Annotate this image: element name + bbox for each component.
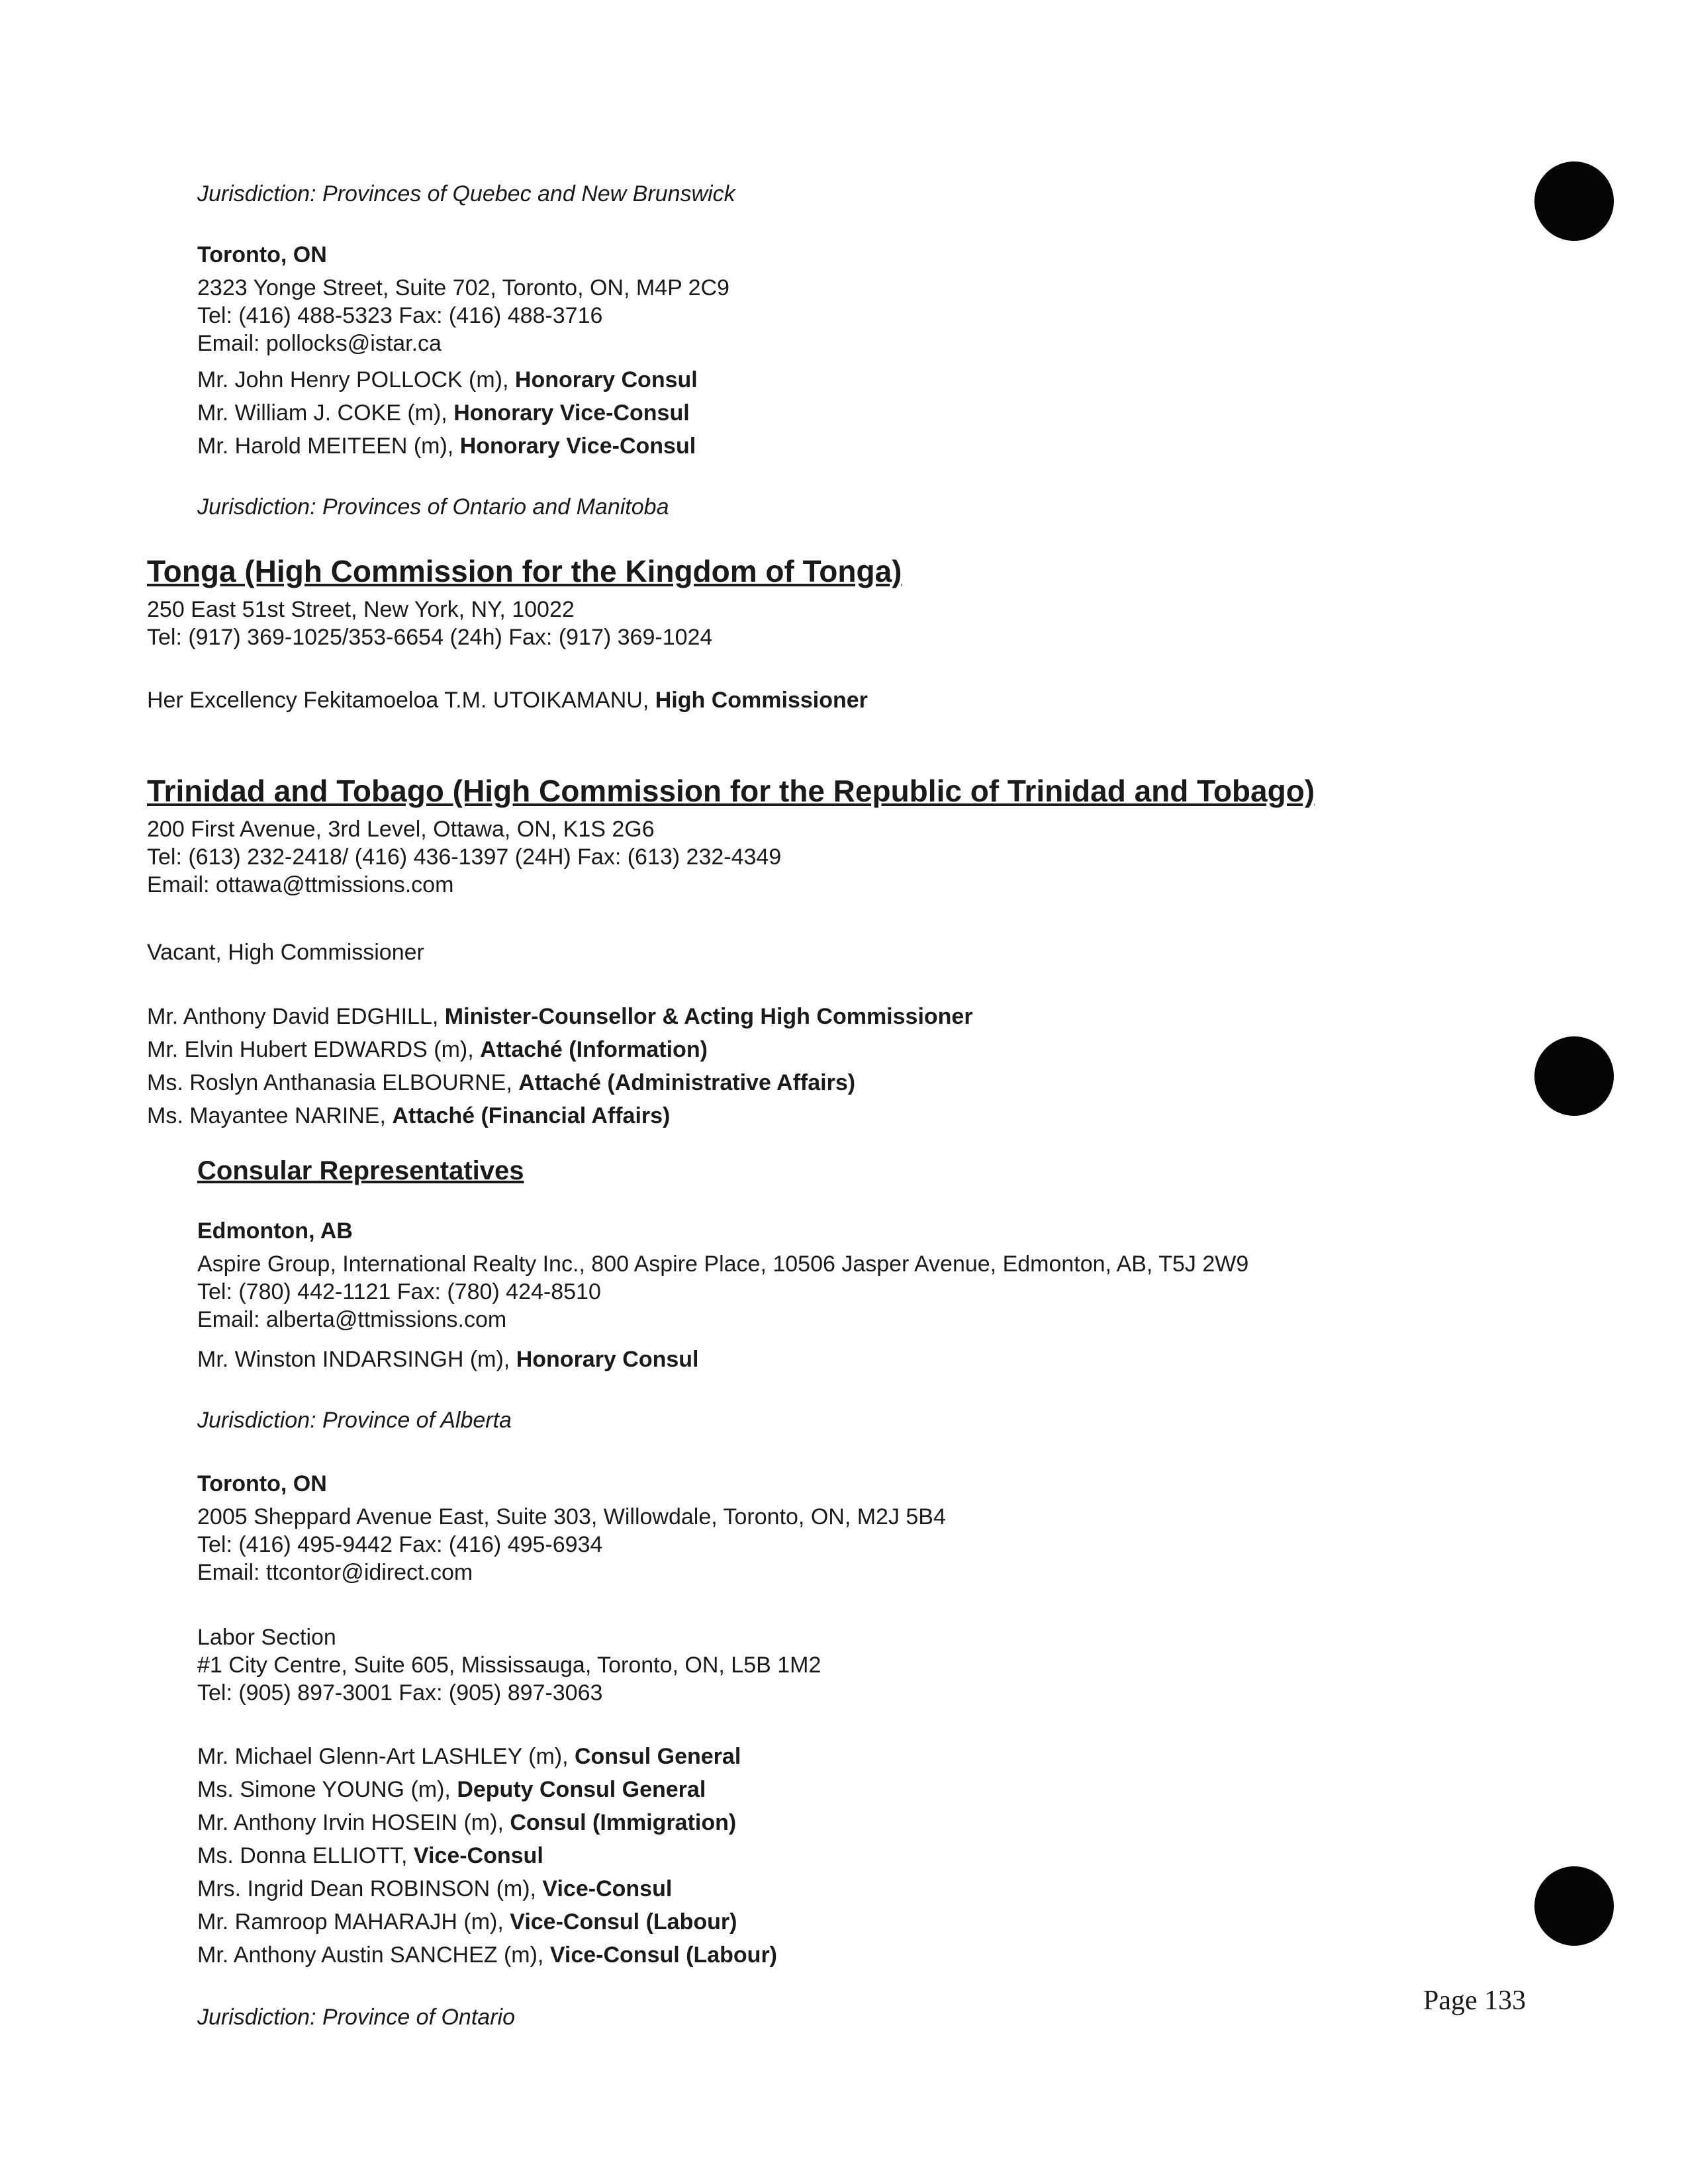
- tel-toronto-2: Tel: (416) 495-9442 Fax: (416) 495-6934: [197, 1532, 603, 1557]
- staff-title: Consul General: [574, 1744, 741, 1769]
- staff-name: Mr. John Henry POLLOCK (m),: [197, 367, 515, 392]
- labor-section-label: Labor Section: [197, 1625, 336, 1650]
- staff-entry: [197, 1908, 737, 1936]
- email-trinidad: Email: ottawa@ttmissions.com: [147, 872, 454, 897]
- punch-hole-bottom: [1534, 1866, 1614, 1946]
- tel-toronto-1: Tel: (416) 488-5323 Fax: (416) 488-3716: [197, 303, 603, 328]
- jurisdiction-ontario-manitoba: Jurisdiction: Provinces of Ontario and Manitoba: [197, 494, 669, 520]
- address-tonga: 250 East 51st Street, New York, NY, 10022: [147, 597, 575, 622]
- page-number: Page 133: [1423, 1985, 1526, 2016]
- staff-name: Mr. Anthony Irvin HOSEIN (m),: [197, 1810, 510, 1835]
- city-toronto-1: Toronto, ON: [197, 242, 327, 267]
- staff-name: Mr. Michael Glenn-Art LASHLEY (m),: [197, 1744, 575, 1769]
- head-of-mission-tonga: [147, 686, 868, 714]
- staff-title: Vice-Consul: [413, 1843, 543, 1868]
- city-toronto-2: Toronto, ON: [197, 1471, 327, 1496]
- staff-name: Mr. Elvin Hubert EDWARDS (m),: [147, 1037, 481, 1062]
- staff-entry: [147, 1036, 708, 1064]
- email-edmonton: Email: alberta@ttmissions.com: [197, 1307, 507, 1332]
- staff-entry: [147, 1069, 855, 1097]
- jurisdiction-alberta: Jurisdiction: Province of Alberta: [197, 1408, 512, 1433]
- labor-section-address: #1 City Centre, Suite 605, Mississauga, Toronto, ON, L5B 1M2: [197, 1653, 821, 1678]
- email-toronto-1: Email: pollocks@istar.ca: [197, 331, 442, 356]
- staff-entry: [197, 1743, 741, 1770]
- staff-name: Mr. Anthony David EDGHILL,: [147, 1004, 445, 1029]
- tel-edmonton: Tel: (780) 442-1121 Fax: (780) 424-8510: [197, 1279, 601, 1304]
- staff-title: Consul (Immigration): [510, 1810, 737, 1835]
- staff-name: Ms. Mayantee NARINE,: [147, 1103, 393, 1128]
- staff-entry: [147, 1102, 670, 1130]
- staff-name: Ms. Simone YOUNG (m),: [197, 1777, 457, 1802]
- staff-entry: [197, 1941, 777, 1969]
- staff-name: Mr. Anthony Austin SANCHEZ (m),: [197, 1942, 550, 1968]
- staff-entry: [197, 1875, 672, 1903]
- tel-tonga: Tel: (917) 369-1025/353-6654 (24h) Fax: (917) 369-1024: [147, 625, 713, 650]
- staff-title: High Commissioner: [655, 688, 868, 713]
- staff-name: Mr. Ramroop MAHARAJH (m),: [197, 1909, 510, 1934]
- staff-entry: [197, 1345, 699, 1373]
- staff-title: Attaché (Information): [480, 1037, 708, 1062]
- jurisdiction-quebec: Jurisdiction: Provinces of Quebec and New Brunswick: [197, 181, 735, 206]
- staff-entry: [197, 366, 698, 394]
- city-edmonton: Edmonton, AB: [197, 1218, 353, 1244]
- punch-hole-top: [1534, 161, 1614, 241]
- staff-title: Honorary Consul: [516, 1347, 699, 1372]
- staff-name: Mr. Winston INDARSINGH (m),: [197, 1347, 516, 1372]
- staff-title: Vice-Consul: [542, 1876, 673, 1901]
- tel-trinidad: Tel: (613) 232-2418/ (416) 436-1397 (24H) Fax: (613) 232-4349: [147, 844, 782, 870]
- staff-entry: [147, 1003, 973, 1030]
- punch-hole-middle: [1534, 1036, 1614, 1116]
- staff-title: Deputy Consul General: [457, 1777, 706, 1802]
- address-toronto-1: 2323 Yonge Street, Suite 702, Toronto, ON, M4P 2C9: [197, 275, 729, 300]
- email-toronto-2: Email: ttcontor@idirect.com: [197, 1560, 473, 1585]
- staff-title: Minister-Counsellor & Acting High Commissioner: [444, 1004, 973, 1029]
- staff-title: Vice-Consul (Labour): [510, 1909, 737, 1934]
- staff-name: Her Excellency Fekitamoeloa T.M. UTOIKAMANU,: [147, 688, 655, 713]
- heading-tonga: Tonga (High Commission for the Kingdom of Tonga): [147, 554, 902, 588]
- heading-consular-representatives: Consular Representatives: [197, 1156, 524, 1185]
- address-edmonton: Aspire Group, International Realty Inc., 800 Aspire Place, 10506 Jasper Avenue, Edmonton, AB, T5J 2W9: [197, 1251, 1249, 1277]
- staff-title: Honorary Vice-Consul: [459, 433, 696, 459]
- labor-section-tel: Tel: (905) 897-3001 Fax: (905) 897-3063: [197, 1680, 603, 1706]
- address-toronto-2: 2005 Sheppard Avenue East, Suite 303, Willowdale, Toronto, ON, M2J 5B4: [197, 1504, 946, 1529]
- staff-title: Honorary Consul: [514, 367, 698, 392]
- jurisdiction-ontario: Jurisdiction: Province of Ontario: [197, 2005, 515, 2030]
- staff-name: Mr. Harold MEITEEN (m),: [197, 433, 460, 459]
- staff-title: Attaché (Financial Affairs): [392, 1103, 671, 1128]
- staff-entry: [197, 1809, 736, 1837]
- staff-title: Vice-Consul (Labour): [549, 1942, 777, 1968]
- staff-name: Mr. William J. COKE (m),: [197, 400, 454, 426]
- staff-entry: [197, 1776, 706, 1803]
- staff-entry: [197, 1842, 543, 1870]
- staff-name: Ms. Roslyn Anthanasia ELBOURNE,: [147, 1070, 519, 1095]
- address-trinidad: 200 First Avenue, 3rd Level, Ottawa, ON, K1S 2G6: [147, 817, 655, 842]
- staff-entry: [197, 432, 696, 460]
- staff-name: Mrs. Ingrid Dean ROBINSON (m),: [197, 1876, 543, 1901]
- staff-title: Honorary Vice-Consul: [453, 400, 690, 426]
- staff-title: Attaché (Administrative Affairs): [518, 1070, 856, 1095]
- heading-trinidad: Trinidad and Tobago (High Commission for the Republic of Trinidad and Tobago): [147, 774, 1315, 808]
- staff-name: Ms. Donna ELLIOTT,: [197, 1843, 414, 1868]
- vacant-high-commissioner: Vacant, High Commissioner: [147, 940, 424, 965]
- staff-entry: [197, 399, 690, 427]
